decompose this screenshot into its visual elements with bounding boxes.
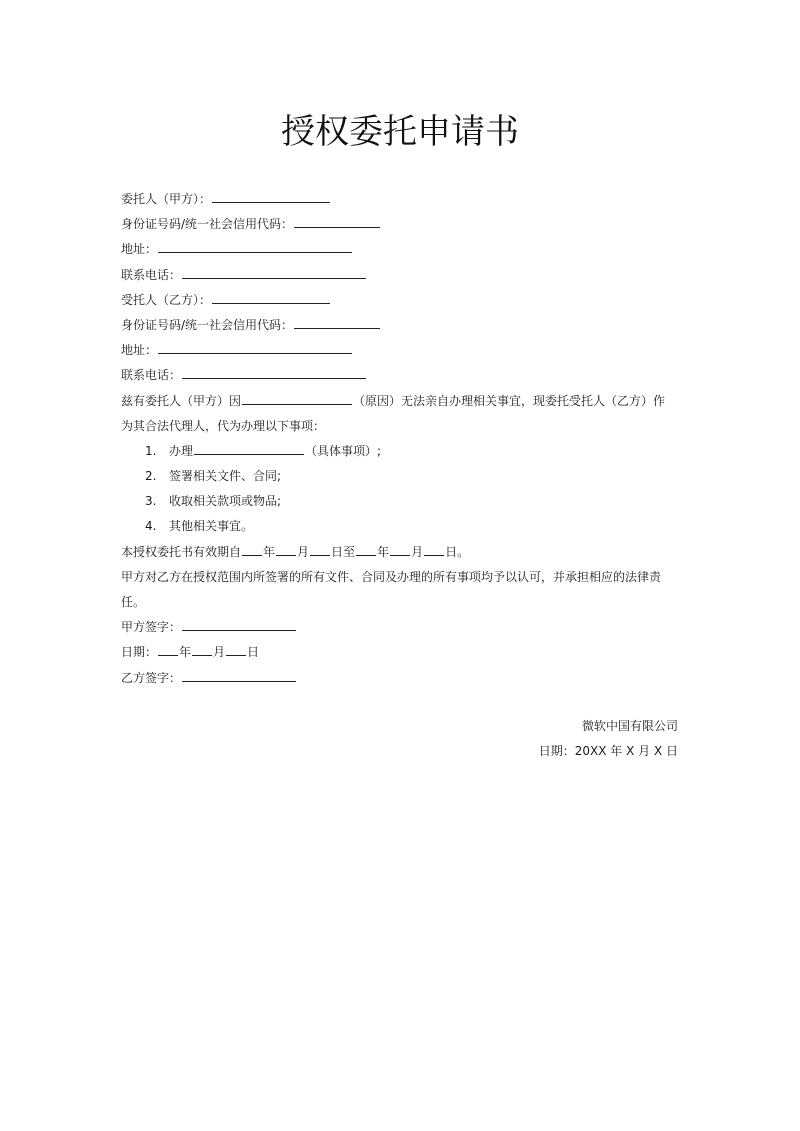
list-item bbox=[121, 514, 681, 539]
principal-id-line bbox=[121, 212, 681, 237]
validity-day-end: 日。 bbox=[445, 544, 470, 559]
list-text-before: 办理 bbox=[169, 443, 194, 458]
validity-day-to: 日至 bbox=[331, 544, 356, 559]
principal-label: 委托人（甲方）： bbox=[121, 192, 212, 206]
validity-prefix: 本授权委托书有效期自 bbox=[121, 544, 242, 559]
footer-date: 日期：20XX 年 X 月 X 日 bbox=[538, 744, 678, 758]
validity-month: 月 bbox=[297, 544, 310, 559]
list-number: 4. bbox=[145, 519, 157, 534]
statement-line-2-text: 为其合法代理人，代为办理以下事项： bbox=[121, 418, 326, 433]
end-year-blank[interactable] bbox=[356, 541, 376, 556]
list-text: 其他相关事宜。 bbox=[169, 519, 254, 534]
party-b-signature-blank[interactable] bbox=[182, 667, 296, 682]
reason-blank[interactable] bbox=[242, 390, 352, 405]
list-text: 签署相关文件、合同; bbox=[169, 469, 282, 484]
validity-year-2: 年 bbox=[377, 544, 390, 559]
start-day-blank[interactable] bbox=[310, 541, 330, 556]
principal-id-blank[interactable] bbox=[294, 213, 380, 228]
statement-prefix: 兹有委托人（甲方）因 bbox=[121, 393, 242, 408]
list-item bbox=[121, 439, 681, 464]
principal-blank[interactable] bbox=[212, 188, 330, 203]
principal-phone-blank[interactable] bbox=[182, 264, 366, 279]
matter-blank[interactable] bbox=[194, 440, 304, 455]
agent-phone-label: 联系电话： bbox=[121, 368, 182, 383]
party-a-signature-line bbox=[121, 615, 681, 640]
agent-id-blank[interactable] bbox=[294, 314, 380, 329]
statement-suffix: （原因）无法亲自办理相关事宜，现委托受托人（乙方）作 bbox=[353, 393, 666, 408]
validity-month-2: 月 bbox=[411, 544, 424, 559]
party-a-signature-label: 甲方签字： bbox=[121, 620, 182, 635]
statement-line-1 bbox=[121, 389, 681, 414]
list-text-after: （具体事项）; bbox=[305, 443, 382, 458]
party-b-signature-line bbox=[121, 666, 681, 691]
agent-label: 受托人（乙方）： bbox=[121, 292, 212, 307]
party-a-signature-blank[interactable] bbox=[182, 616, 296, 631]
agent-address-label: 地址： bbox=[121, 343, 158, 358]
party-b-signature-label: 乙方签字： bbox=[121, 670, 182, 685]
principal-address-line bbox=[121, 237, 681, 262]
signature-date-line bbox=[121, 640, 681, 665]
principal-phone-line bbox=[121, 263, 681, 288]
end-month-blank[interactable] bbox=[390, 541, 410, 556]
signature-date-label: 日期： bbox=[121, 645, 158, 660]
document-title: 授权委托申请书 bbox=[281, 112, 519, 152]
agent-address-line bbox=[121, 338, 681, 363]
signature-month: 月 bbox=[213, 645, 226, 660]
principal-address-label: 地址： bbox=[121, 242, 158, 257]
start-year-blank[interactable] bbox=[242, 541, 262, 556]
agent-blank[interactable] bbox=[212, 289, 330, 304]
signature-year: 年 bbox=[179, 645, 192, 660]
signature-day-blank[interactable] bbox=[226, 641, 246, 656]
principal-line bbox=[121, 187, 681, 212]
validity-year: 年 bbox=[263, 544, 276, 559]
list-item bbox=[121, 489, 681, 514]
footer-company: 微软中国有限公司 bbox=[581, 719, 678, 733]
statement-line-2 bbox=[121, 414, 681, 439]
document-body bbox=[121, 187, 681, 691]
start-month-blank[interactable] bbox=[276, 541, 296, 556]
agent-address-blank[interactable] bbox=[158, 339, 352, 354]
agent-phone-line bbox=[121, 363, 681, 388]
list-item bbox=[121, 464, 681, 489]
principal-address-blank[interactable] bbox=[158, 238, 352, 253]
list-number: 3. bbox=[145, 494, 157, 509]
signature-year-blank[interactable] bbox=[158, 641, 178, 656]
validity-line bbox=[121, 540, 681, 565]
principal-id-label: 身份证号码/统一社会信用代码： bbox=[121, 217, 294, 232]
acknowledgement-paragraph: 甲方对乙方在授权范围内所签署的所有文件、合同及办理的所有事项均予以认可，并承担相应的法律责任。 bbox=[121, 569, 662, 610]
principal-phone-label: 联系电话： bbox=[121, 267, 182, 282]
signature-day: 日 bbox=[247, 645, 260, 660]
agent-id-label: 身份证号码/统一社会信用代码： bbox=[121, 317, 294, 332]
signature-month-blank[interactable] bbox=[192, 641, 212, 656]
list-text: 收取相关款项或物品; bbox=[169, 494, 282, 509]
agent-phone-blank[interactable] bbox=[182, 364, 366, 379]
agent-line bbox=[121, 288, 681, 313]
agent-id-line bbox=[121, 313, 681, 338]
list-number: 2. bbox=[145, 469, 157, 484]
end-day-blank[interactable] bbox=[424, 541, 444, 556]
list-number: 1. bbox=[145, 443, 157, 458]
